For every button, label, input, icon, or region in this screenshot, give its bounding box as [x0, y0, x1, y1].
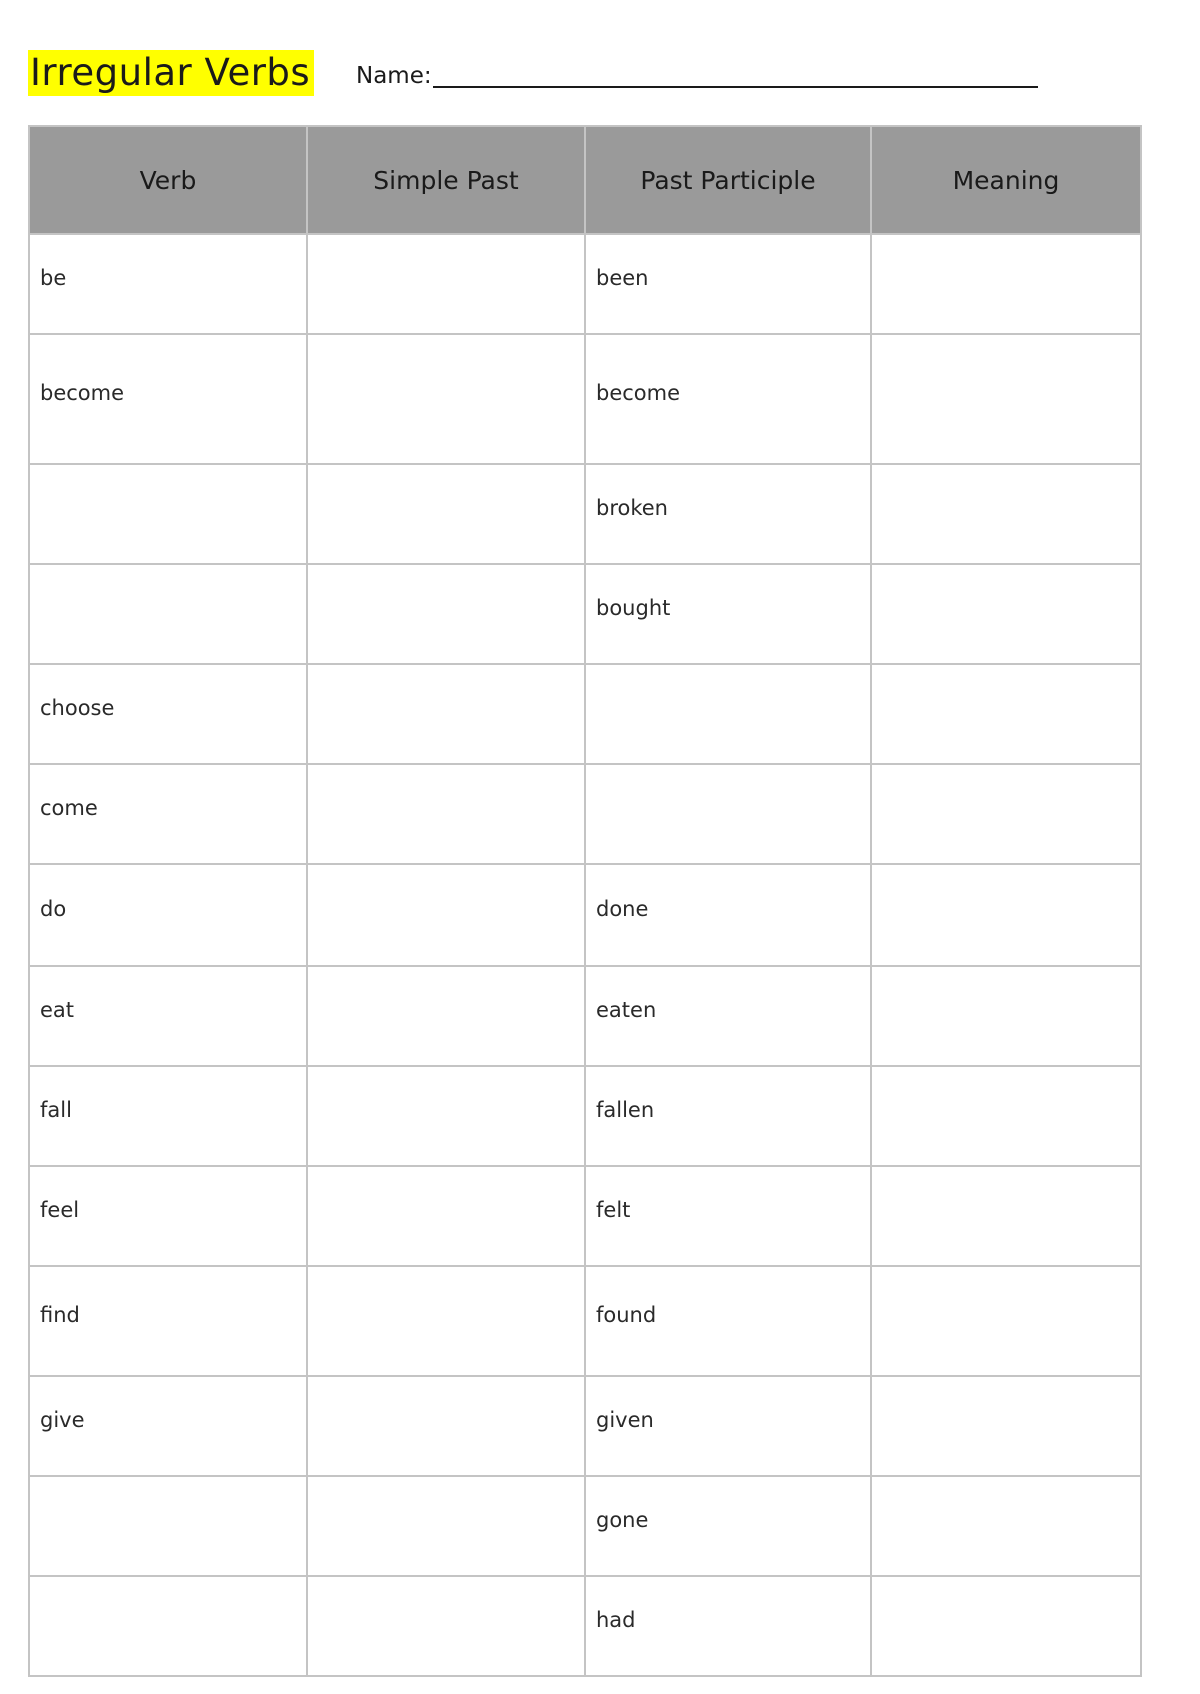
past-participle-cell[interactable] [585, 1576, 871, 1676]
table-row [29, 1376, 1141, 1476]
column-header-verb: Verb [29, 126, 307, 234]
verb-cell-text: find [40, 1303, 80, 1327]
past-participle-cell[interactable] [585, 464, 871, 564]
meaning-cell[interactable] [871, 1166, 1141, 1266]
simple-past-cell[interactable] [307, 864, 585, 966]
past-participle-cell[interactable] [585, 864, 871, 966]
verb-cell[interactable] [29, 1066, 307, 1166]
verb-cell-text: eat [40, 998, 75, 1022]
meaning-cell[interactable] [871, 564, 1141, 664]
past-participle-cell-text: done [596, 897, 649, 921]
verb-cell[interactable] [29, 966, 307, 1066]
verb-cell[interactable] [29, 234, 307, 334]
column-header-past-participle: Past Participle [585, 126, 871, 234]
column-header-meaning: Meaning [871, 126, 1141, 234]
meaning-cell[interactable] [871, 234, 1141, 334]
table-row [29, 464, 1141, 564]
meaning-cell[interactable] [871, 966, 1141, 1066]
meaning-cell[interactable] [871, 1266, 1141, 1376]
past-participle-cell-text: eaten [596, 998, 657, 1022]
past-participle-cell[interactable] [585, 1376, 871, 1476]
verb-cell-text: come [40, 796, 98, 820]
table-row [29, 764, 1141, 864]
past-participle-cell[interactable] [585, 334, 871, 464]
simple-past-cell[interactable] [307, 1376, 585, 1476]
name-label: Name: [356, 63, 432, 89]
verb-cell[interactable] [29, 1576, 307, 1676]
past-participle-cell[interactable] [585, 564, 871, 664]
table-row [29, 1066, 1141, 1166]
verb-cell[interactable] [29, 1376, 307, 1476]
past-participle-cell[interactable] [585, 1476, 871, 1576]
verb-cell-text: become [40, 381, 125, 405]
simple-past-cell[interactable] [307, 664, 585, 764]
past-participle-cell[interactable] [585, 1266, 871, 1376]
simple-past-cell[interactable] [307, 1266, 585, 1376]
past-participle-cell-text: been [596, 266, 649, 290]
name-field-line[interactable] [433, 86, 1038, 88]
column-header-simple-past: Simple Past [307, 126, 585, 234]
simple-past-cell[interactable] [307, 234, 585, 334]
meaning-cell[interactable] [871, 864, 1141, 966]
meaning-cell[interactable] [871, 464, 1141, 564]
past-participle-cell-text: found [596, 1303, 657, 1327]
past-participle-cell-text: had [596, 1608, 636, 1632]
past-participle-cell-text: become [596, 381, 681, 405]
simple-past-cell[interactable] [307, 464, 585, 564]
table-row [29, 234, 1141, 334]
verb-cell[interactable] [29, 764, 307, 864]
simple-past-cell[interactable] [307, 334, 585, 464]
table-row [29, 966, 1141, 1066]
table-row [29, 1476, 1141, 1576]
meaning-cell[interactable] [871, 1066, 1141, 1166]
verb-cell-text: feel [40, 1198, 80, 1222]
simple-past-cell[interactable] [307, 1066, 585, 1166]
meaning-cell[interactable] [871, 1476, 1141, 1576]
verb-cell[interactable] [29, 334, 307, 464]
verb-cell-text: fall [40, 1098, 72, 1122]
verb-cell-text: do [40, 897, 67, 921]
worksheet-title: Irregular Verbs [28, 50, 314, 96]
simple-past-cell[interactable] [307, 1476, 585, 1576]
verb-cell[interactable] [29, 1476, 307, 1576]
verb-cell-text: choose [40, 696, 115, 720]
verb-cell[interactable] [29, 1266, 307, 1376]
verb-cell[interactable] [29, 564, 307, 664]
past-participle-cell[interactable] [585, 966, 871, 1066]
table-row [29, 1266, 1141, 1376]
irregular-verbs-table [28, 125, 1142, 1677]
simple-past-cell[interactable] [307, 564, 585, 664]
verb-cell[interactable] [29, 464, 307, 564]
table-row [29, 1576, 1141, 1676]
meaning-cell[interactable] [871, 764, 1141, 864]
table-body [29, 234, 1141, 1676]
past-participle-cell[interactable] [585, 764, 871, 864]
meaning-cell[interactable] [871, 664, 1141, 764]
simple-past-cell[interactable] [307, 764, 585, 864]
table-row [29, 564, 1141, 664]
past-participle-cell-text: broken [596, 496, 668, 520]
meaning-cell[interactable] [871, 1576, 1141, 1676]
simple-past-cell[interactable] [307, 1576, 585, 1676]
past-participle-cell-text: given [596, 1408, 654, 1432]
past-participle-cell[interactable] [585, 1166, 871, 1266]
past-participle-cell[interactable] [585, 234, 871, 334]
verb-cell-text: be [40, 266, 67, 290]
verb-cell[interactable] [29, 864, 307, 966]
meaning-cell[interactable] [871, 334, 1141, 464]
verb-cell[interactable] [29, 1166, 307, 1266]
verb-cell-text: give [40, 1408, 85, 1432]
past-participle-cell[interactable] [585, 1066, 871, 1166]
simple-past-cell[interactable] [307, 966, 585, 1066]
past-participle-cell-text: fallen [596, 1098, 655, 1122]
meaning-cell[interactable] [871, 1376, 1141, 1476]
table-row [29, 1166, 1141, 1266]
table-header-row [29, 126, 1141, 234]
past-participle-cell[interactable] [585, 664, 871, 764]
table-row [29, 864, 1141, 966]
past-participle-cell-text: gone [596, 1508, 649, 1532]
table-row [29, 664, 1141, 764]
past-participle-cell-text: felt [596, 1198, 631, 1222]
past-participle-cell-text: bought [596, 596, 671, 620]
verb-cell[interactable] [29, 664, 307, 764]
worksheet-header [28, 50, 1048, 100]
simple-past-cell[interactable] [307, 1166, 585, 1266]
table-row [29, 334, 1141, 464]
